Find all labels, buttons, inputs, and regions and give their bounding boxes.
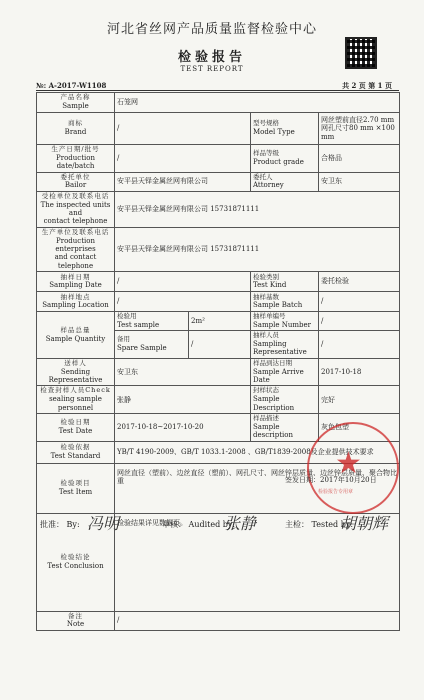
sample-batch-value: / xyxy=(319,292,400,312)
table-row xyxy=(37,611,400,630)
label-cell: 型号规格 Model Type xyxy=(251,113,319,145)
spare-value: / xyxy=(189,331,251,359)
label-cell: 抽样单编号 Sample Number xyxy=(251,312,319,331)
label-cell: 检验结论 Test Conclusion xyxy=(37,513,115,611)
label-cell: 生产单位及联系电话 Production enterprises and contact telephone xyxy=(37,227,115,271)
table-row xyxy=(37,113,400,145)
prod-ent-value: 安平县天铎金属丝网有限公司 15731871111 xyxy=(115,227,400,271)
audited-label: 审核： Audited by: xyxy=(162,520,236,529)
label-cell: 备用 Spare Sample xyxy=(115,331,189,359)
seal-state-value: 完好 xyxy=(319,386,400,414)
page-indicator: 共 2 页 第 1 页 xyxy=(342,81,392,90)
attorney-value: 安卫东 xyxy=(319,172,400,191)
inspected-value: 安平县天铎金属丝网有限公司 15731871111 xyxy=(115,191,400,227)
bailor-value: 安平县天铎金属丝网有限公司 xyxy=(115,172,251,191)
label-cell: 抽样地点 Sampling Location xyxy=(37,292,115,312)
label-cell: 委托单位 Bailor xyxy=(37,172,115,191)
approved-label: 批准： By: xyxy=(40,520,80,529)
label-cell: 商标 Brand xyxy=(37,113,115,145)
label-cell: 样品总量 Sample Quantity xyxy=(37,312,115,359)
label-cell: 受检单位及联系电话 The inspected units and contact telephone xyxy=(37,191,115,227)
report-title-en: TEST REPORT xyxy=(180,65,244,73)
arrive-value: 2017-10-18 xyxy=(319,358,400,386)
sampling-loc-value: / xyxy=(115,292,251,312)
label-cell: 样品描述 Sample description xyxy=(251,414,319,442)
table-row xyxy=(37,292,400,312)
model-value: 网丝塑前直径2.70 mm 网孔尺寸80 mm ×100 mm xyxy=(319,113,400,145)
report-number: №: A-2017-W1108 xyxy=(36,81,107,90)
tested-signature: 胡朝辉 xyxy=(340,514,389,533)
sending-value: 安卫东 xyxy=(115,358,251,386)
label-cell: 封样状态 Sample Description xyxy=(251,386,319,414)
label-cell: 检查封样人员Check sealing sample personnel xyxy=(37,386,115,414)
table-row xyxy=(37,312,400,331)
check-person-value: 张静 xyxy=(115,386,251,414)
sample-no-value: / xyxy=(319,312,400,331)
label-cell: 抽样基数 Sample Batch xyxy=(251,292,319,312)
label-cell: 送样人 Sending Representative xyxy=(37,358,115,386)
note-value: / xyxy=(115,611,400,630)
item-value: 网丝直径（塑前）、边丝直径（塑前）、网孔尺寸、网丝锌层质量、边丝锌层质量、聚合物比重 xyxy=(115,463,400,513)
table-row xyxy=(37,386,400,414)
audited-signature: 张静 xyxy=(224,514,257,533)
label-cell: 检验类别 Test Kind xyxy=(251,272,319,292)
report-table xyxy=(36,92,400,631)
table-row xyxy=(37,172,400,191)
table-row xyxy=(37,227,400,271)
label-cell: 检验依据 Test Standard xyxy=(37,441,115,463)
sampling-date-value: / xyxy=(115,272,251,292)
star-icon: ★ xyxy=(335,446,362,481)
label-cell: 样品等级 Product grade xyxy=(251,145,319,173)
tested-label: 主检： Tested by: xyxy=(285,520,354,529)
sample-value: 石笼网 xyxy=(115,93,400,113)
sample-desc-value: 灰色包塑 xyxy=(319,414,400,442)
label-cell: 检验用 Test sample xyxy=(115,312,189,331)
table-row xyxy=(37,145,400,173)
label-cell: 委托人 Attorney xyxy=(251,172,319,191)
table-row xyxy=(37,358,400,386)
stamp-text: 检验报告专用章 xyxy=(318,489,354,495)
label-cell: 抽样人员 Sampling Representative xyxy=(251,331,319,359)
label-cell: 产品名称 Sample xyxy=(37,93,115,113)
label-cell: 抽样日期 Sampling Date xyxy=(37,272,115,292)
conclusion-value: 检验结果详见数据页。 xyxy=(115,513,400,611)
table-row xyxy=(37,93,400,113)
issue-date: 签发日期：2017年10月20日 xyxy=(285,476,377,484)
label-cell: 备注 Note xyxy=(37,611,115,630)
divider xyxy=(36,90,399,91)
standard-value: YB/T 4190-2009、GB/T 1033.1-2008 、GB/T1839-2008及企业提供技术要求 xyxy=(115,441,400,463)
sampling-rep-value: / xyxy=(319,331,400,359)
date-value: / xyxy=(115,145,251,173)
report-title-cn: 检验报告 xyxy=(177,50,246,65)
test-date-value: 2017-10-18~2017-10-20 xyxy=(115,414,251,442)
center-name: 河北省丝网产品质量监督检验中心 xyxy=(106,22,317,37)
label-cell: 检验项目 Test Item xyxy=(37,463,115,513)
table-row xyxy=(37,191,400,227)
brand-value: / xyxy=(115,113,251,145)
approved-signature: 冯明 xyxy=(87,514,120,533)
label-cell: 检验日期 Test Date xyxy=(37,414,115,442)
grade-value: 合格品 xyxy=(319,145,400,173)
table-row xyxy=(37,272,400,292)
test-kind-value: 委托检验 xyxy=(319,272,400,292)
test-sample-value: 2m² xyxy=(189,312,251,331)
label-cell: 样品到达日期 Sample Arrive Date xyxy=(251,358,319,386)
label-cell: 生产日期/批号 Production date/batch xyxy=(37,145,115,173)
